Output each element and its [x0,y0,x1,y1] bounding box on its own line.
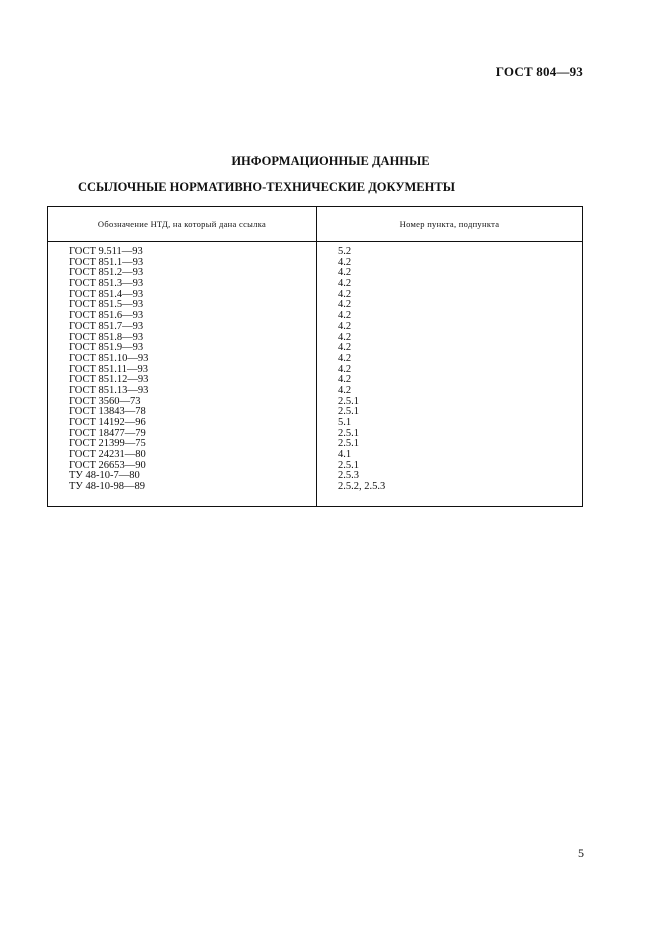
document-cell: ГОСТ 21399—75 [69,438,146,450]
clause-cell: 4.2 [338,288,352,300]
document-cell: ГОСТ 851.10—93 [69,352,149,364]
document-cell: ГОСТ 851.4—93 [69,288,144,300]
document-cell: ГОСТ 851.12—93 [69,374,149,386]
clause-cell: 5.2 [338,246,352,257]
table-row [48,482,582,493]
clause-cell: 4.2 [338,299,352,311]
references-table [47,206,583,507]
document-cell: ГОСТ 851.11—93 [69,363,149,375]
column-header-document-label: Обозначение НТД, на который дана ссылка [97,219,267,229]
document-code: ГОСТ 804—93 [495,64,583,79]
document-cell: ГОСТ 851.6—93 [69,310,144,322]
clause-cell: 4.2 [338,267,352,279]
clause-cell: 5.1 [338,417,352,428]
clause-cell: 2.5.1 [338,395,359,407]
document-cell: ГОСТ 851.2—93 [69,267,144,279]
clause-cell: 4.2 [338,363,352,375]
clause-cell: 4.2 [338,352,352,364]
clause-cell: 4.1 [338,449,352,461]
subsection-title: ССЫЛОЧНЫЕ НОРМАТИВНО-ТЕХНИЧЕСКИЕ ДОКУМЕНТЫ [78,180,455,194]
clause-cell: 4.2 [338,374,352,386]
column-header-clause [317,207,582,241]
document-cell: ГОСТ 24231—80 [69,449,146,461]
clause-cell: 4.2 [338,384,352,396]
table-body [48,247,582,493]
clause-cell: 4.2 [338,320,352,332]
clause-cell: 2.5.1 [338,438,359,450]
page-number: 5 [578,846,584,860]
clause-cell: 2.5.3 [338,470,359,482]
document-cell: ГОСТ 851.9—93 [69,342,144,354]
document-cell: ГОСТ 851.7—93 [69,320,144,332]
clause-cell: 2.5.1 [338,406,359,418]
column-header-document [48,207,316,241]
clause-cell: 4.2 [338,331,352,343]
document-cell: ГОСТ 9.511—93 [69,246,143,257]
document-cell: ГОСТ 851.5—93 [69,299,144,311]
document-cell: ГОСТ 851.1—93 [69,256,144,268]
document-cell: ГОСТ 851.8—93 [69,331,144,343]
header-divider [48,241,582,242]
document-cell: ГОСТ 26653—90 [69,459,146,471]
document-cell: ТУ 48-10-7—80 [69,470,140,482]
clause-cell: 4.2 [338,342,352,354]
document-cell: ГОСТ 851.13—93 [69,384,149,396]
document-cell: ГОСТ 3560—73 [69,395,141,407]
section-title: ИНФОРМАЦИОННЫЕ ДАННЫЕ [231,154,430,168]
column-header-clause-label: Номер пункта, подпункта [399,219,500,229]
clause-cell: 4.2 [338,256,352,268]
table-row [48,322,582,333]
clause-cell: 4.2 [338,278,352,290]
clause-cell: 2.5.1 [338,427,359,439]
document-cell: ГОСТ 851.3—93 [69,278,144,290]
document-cell: ГОСТ 14192—96 [69,417,146,428]
table-row [48,354,582,365]
document-cell: ТУ 48-10-98—89 [69,481,145,493]
clause-cell: 2.5.1 [338,459,359,471]
clause-cell: 2.5.2, 2.5.3 [338,481,386,493]
document-cell: ГОСТ 18477—79 [69,427,146,439]
clause-cell: 4.2 [338,310,352,322]
document-cell: ГОСТ 13843—78 [69,406,146,418]
